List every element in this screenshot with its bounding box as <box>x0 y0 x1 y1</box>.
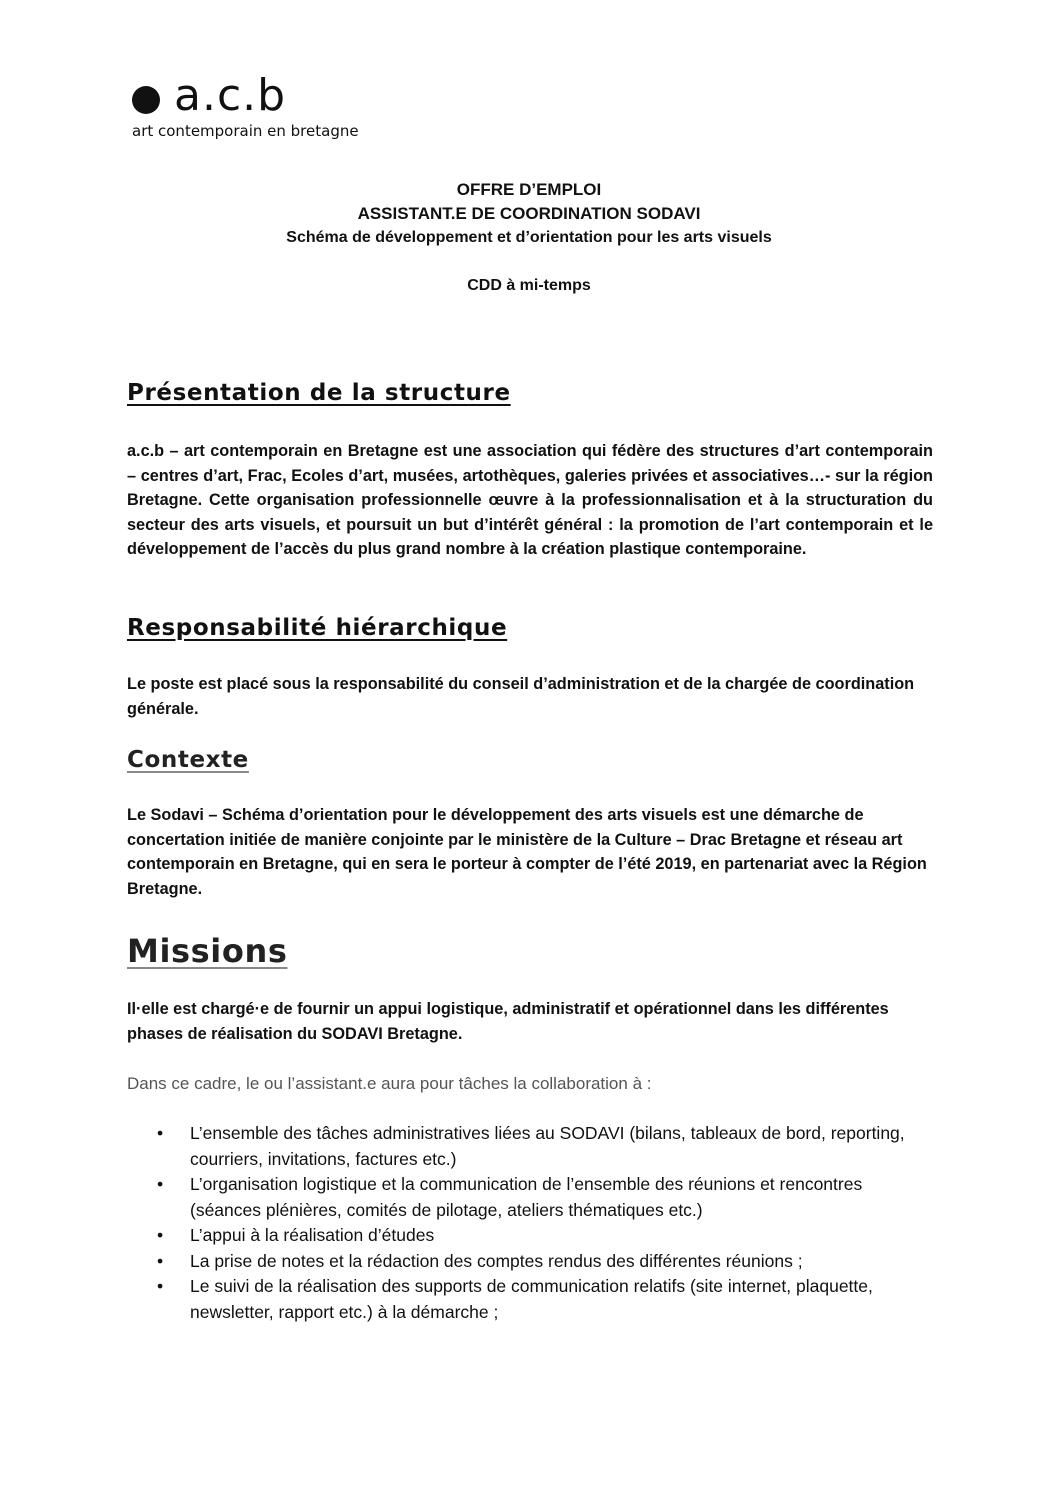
contract-type: CDD à mi-temps <box>467 277 591 294</box>
list-item: • La prise de notes et la rédaction des comptes rendus des différentes réunions ; <box>155 1249 935 1275</box>
bullet-icon: • <box>157 1123 164 1143</box>
heading-hierarchy: Responsabilité hiérarchique <box>127 615 508 641</box>
heading-presentation: Présentation de la structure <box>127 380 511 406</box>
title-position: ASSISTANT.E DE COORDINATION SODAVI <box>357 204 701 223</box>
list-item: • L’organisation logistique et la communication de l’ensemble des réunions et rencontres (séances plénières, comités de pilotage, ateliers thématiques etc.) <box>157 1174 863 1220</box>
title-subtitle: Schéma de développement et d’orientation pour les arts visuels <box>286 229 772 246</box>
logo-tagline: art contemporain en bretagne <box>132 122 359 140</box>
context-body: Le Sodavi – Schéma d’orientation pour le développement des arts visuels est une démarche de concertation initiée de manière conjointe par le ministère de la Culture – Drac Bretagne et réseau art contemporain en Bretagne, qui en sera le porteur à compter de l’été 2019, en partenariat avec la Région Bretagne. <box>127 806 927 898</box>
heading-context: Contexte <box>127 747 249 773</box>
document-title-block <box>0 178 1058 298</box>
bullet-icon: • <box>157 1174 164 1194</box>
logo-name: a.c.b <box>174 69 287 121</box>
heading-missions: Missions <box>127 932 288 970</box>
hierarchy-body: Le poste est placé sous la responsabilité du conseil d’administration et de la chargée de coordination générale. <box>127 675 915 718</box>
bullet-icon: • <box>157 1250 164 1271</box>
missions-task-list <box>155 1121 935 1325</box>
missions-body: Il·elle est chargé·e de fournir un appui logistique, administratif et opérationnel dans les différentes phases de réalisation du SODAVI Bretagne. <box>127 1000 889 1043</box>
bullet-icon: • <box>157 1225 164 1245</box>
presentation-body: a.c.b – art contemporain en Bretagne est une association qui fédère des structures d’art contemporain – centres d’art, Frac, Ecoles d’art, musées, artothèques, galeries privées et associatives…- sur la région Bretagne. Cette organisation professionnelle œuvre à la professionnalisation et à la structuration du secteur des arts visuels, et poursuit un but d’intérêt général : la promotion de l’art contemporain et le développement de l’accès du plus grand nombre à la création plastique contemporaine. <box>127 442 933 558</box>
acb-logo <box>132 70 359 140</box>
missions-intro: Dans ce cadre, le ou l’assistant.e aura pour tâches la collaboration à : <box>127 1074 652 1093</box>
list-item: • Le suivi de la réalisation des supports de communication relatifs (site internet, plaquette, newsletter, rapport etc.) à la démarche ; <box>157 1276 873 1322</box>
logo-dot-icon <box>132 86 160 114</box>
list-item: • L’ensemble des tâches administratives liées au SODAVI (bilans, tableaux de bord, reporting, courriers, invitations, factures etc.) <box>157 1123 905 1169</box>
bullet-icon: • <box>157 1276 164 1296</box>
list-item: • L’appui à la réalisation d’études <box>155 1223 935 1249</box>
title-job-offer: OFFRE D’EMPLOI <box>456 180 602 199</box>
